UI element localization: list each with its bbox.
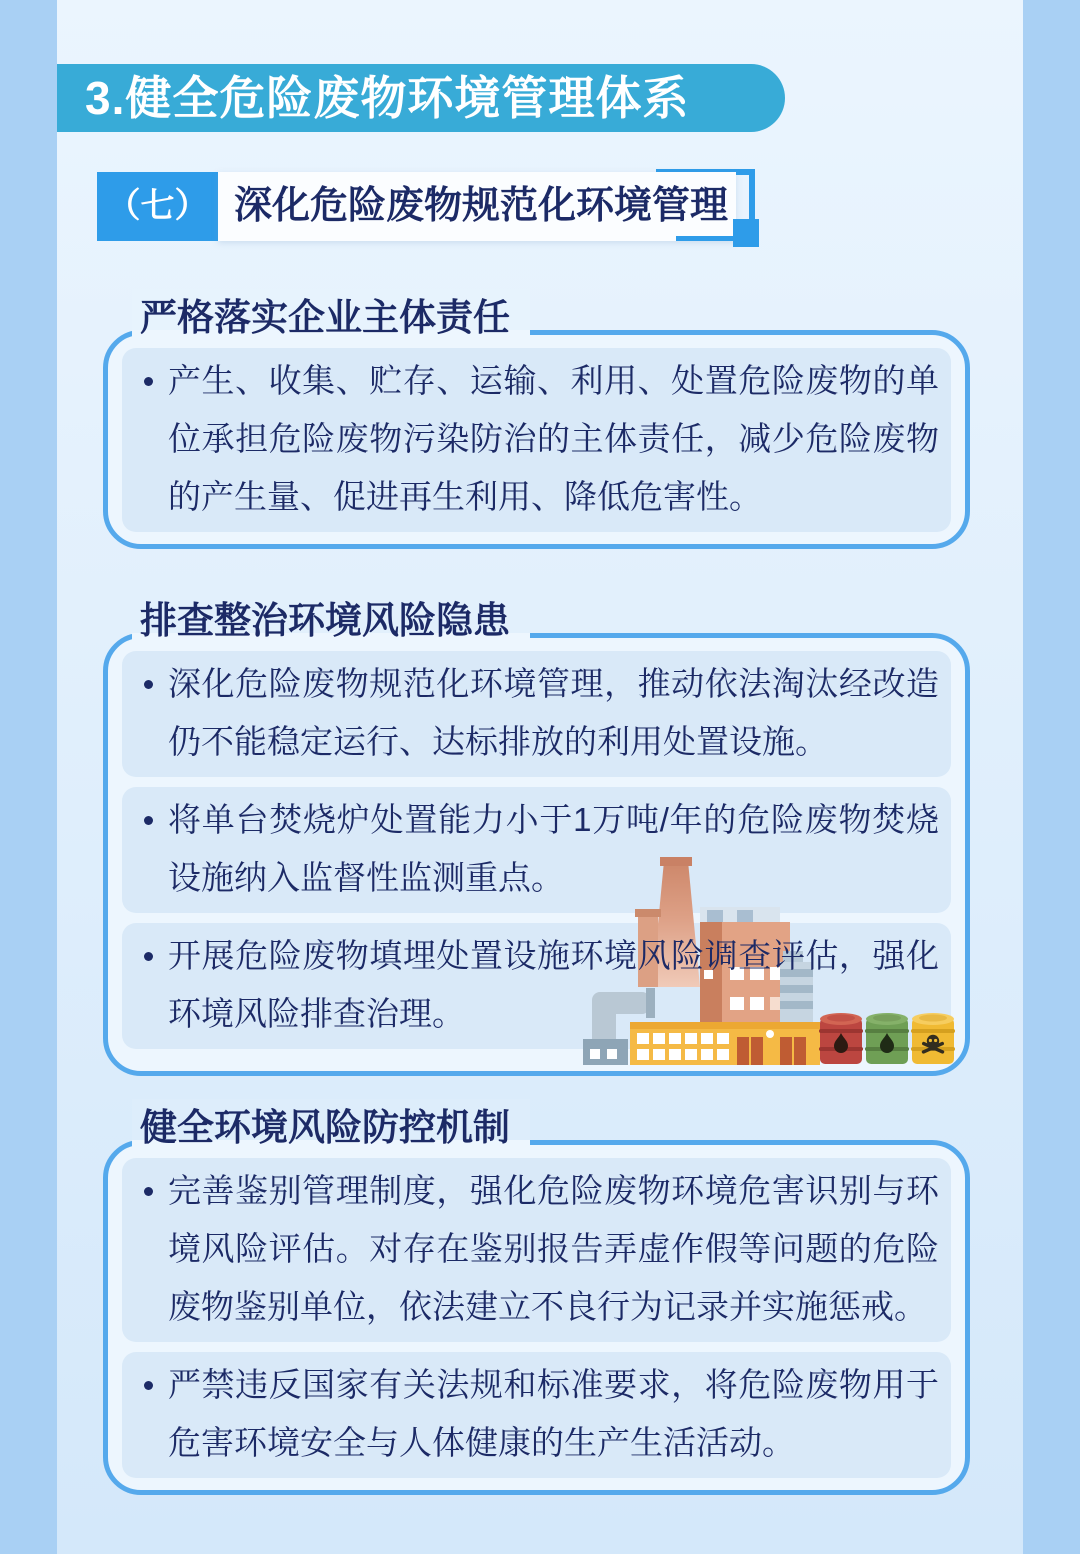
waste-barrel-green — [865, 1013, 909, 1064]
bullet-text: 严禁违反国家有关法规和标准要求，将危险废物用于危害环境安全与人体健康的生产生活活动。 — [168, 1366, 939, 1461]
bullet-item — [136, 352, 939, 526]
bullet-text: 开展危险废物填埋处置设施环境风险调查评估，强化环境风险排查治理。 — [168, 937, 939, 1032]
left-border-strip — [0, 0, 57, 1554]
bullet-text: 完善鉴别管理制度，强化危险废物环境危害识别与环境风险评估。对存在鉴别报告弄虚作假等问题的危险废物鉴别单位，依法建立不良行为记录并实施惩戒。 — [168, 1172, 939, 1325]
bullet-item — [136, 1162, 939, 1336]
bullet-panel — [122, 348, 951, 532]
waste-barrel-red — [819, 1013, 863, 1064]
section-number-badge: （七） — [97, 172, 218, 241]
bullet-text: 深化危险废物规范化环境管理，推动依法淘汰经改造仍不能稳定运行、达标排放的利用处置设施。 — [168, 665, 939, 760]
card-title: 健全环境风险防控机制 — [132, 1099, 530, 1163]
banner-title: 3.健全危险废物环境管理体系 — [57, 64, 785, 132]
bullet-panel — [122, 651, 951, 777]
bullet-panel — [122, 1352, 951, 1478]
bullet-panel — [122, 1158, 951, 1342]
card-title: 排查整治环境风险隐患 — [132, 592, 530, 656]
card-risk-prevention — [103, 1107, 970, 1495]
bullet-text: 将单台焚烧炉处置能力小于1万吨/年的危险废物焚烧设施纳入监督性监测重点。 — [168, 801, 939, 896]
bullet-text: 产生、收集、贮存、运输、利用、处置危险废物的单位承担危险废物污染防治的主体责任，减少危险废物的产生量、促进再生利用、降低危害性。 — [168, 362, 939, 515]
section-title-bracket-square — [733, 219, 759, 247]
card-risk-inspection — [103, 600, 970, 1076]
bullet-item — [136, 655, 939, 771]
right-border-strip — [1023, 0, 1080, 1554]
waste-barrel-yellow — [911, 1013, 955, 1064]
section-title: 深化危险废物规范化环境管理 — [218, 172, 736, 241]
bullet-item — [136, 1356, 939, 1472]
factory-buildings — [583, 907, 820, 1065]
card-title: 严格落实企业主体责任 — [132, 289, 530, 353]
card-corporate-responsibility — [103, 297, 970, 549]
section-title-bracket-underline — [676, 236, 740, 241]
